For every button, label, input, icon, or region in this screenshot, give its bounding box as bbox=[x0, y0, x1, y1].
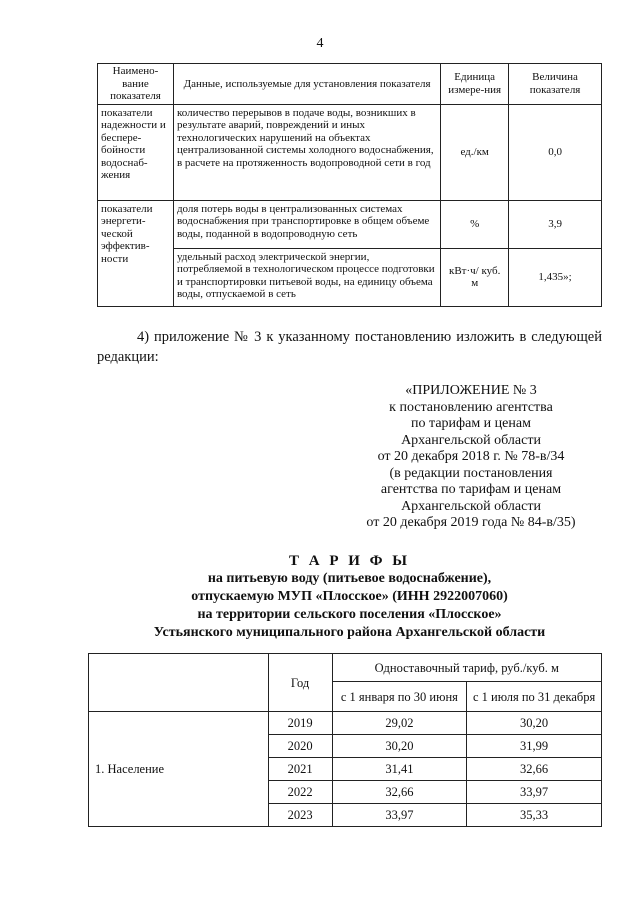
appendix-line: Архангельской области bbox=[401, 498, 541, 514]
tariffs-subtitle-line: Устьянского муниципального района Архангельской области bbox=[153, 625, 546, 640]
tariff-year: 2020 bbox=[268, 735, 332, 758]
tariff-second-half: 32,66 bbox=[467, 758, 602, 781]
appendix-line: «ПРИЛОЖЕНИЕ № 3 bbox=[405, 383, 537, 398]
indicator-group-reliability: показатели надежности и беспере-бойности водоснаб-жения bbox=[98, 104, 174, 200]
table-row bbox=[98, 104, 602, 200]
page-number: 4 bbox=[316, 36, 324, 51]
appendix-line: к постановлению агентства bbox=[389, 399, 553, 415]
indicator-data: доля потерь воды в централизованных системах водоснабжения при транспортировке в общем объеме воды, поданной в водопроводную сеть bbox=[173, 200, 440, 248]
tariffs-subtitle-line: отпускаемую МУП «Плосское» (ИНН 2922007060) bbox=[191, 589, 508, 604]
header-single-rate-tariff: Одноставочный тариф, руб./куб. м bbox=[332, 654, 601, 682]
appendix-line: агентства по тарифам и ценам bbox=[380, 482, 562, 497]
header-value: Величина показателя bbox=[509, 64, 602, 105]
indicator-data: количество перерывов в подаче воды, возникших в результате аварий, повреждений и иных технологических нарушений на объектах централизованной системы холодного водоснабжения, в расчете на протяженность водопроводной сети в год bbox=[173, 104, 440, 200]
tariff-second-half: 31,99 bbox=[467, 735, 602, 758]
appendix-line: по тарифам и ценам bbox=[411, 416, 531, 431]
indicator-unit: ед./км bbox=[441, 104, 509, 200]
header-data-used: Данные, используемые для установления показателя bbox=[173, 64, 440, 105]
paragraph-amendment: 4) приложение № 3 к указанному постановлению изложить в следующей редакции: bbox=[97, 329, 602, 365]
indicator-data: удельный расход электрической энергии, потребляемой в технологическом процессе подготовки и транспортировки питьевой воды, на единицу объема воды, отпускаемой в сеть bbox=[173, 248, 440, 306]
header-second-half: с 1 июля по 31 декабря bbox=[467, 682, 602, 712]
appendix-line: (в редакции постановления bbox=[389, 465, 553, 481]
tariff-first-half: 29,02 bbox=[332, 712, 467, 735]
header-empty bbox=[89, 654, 269, 712]
table-row bbox=[98, 248, 602, 306]
table-row bbox=[89, 712, 602, 735]
tariff-table bbox=[88, 653, 602, 827]
tariff-second-half: 30,20 bbox=[467, 712, 602, 735]
indicators-table bbox=[97, 63, 602, 307]
tariff-first-half: 30,20 bbox=[332, 735, 467, 758]
appendix-line: от 20 декабря 2018 г. № 78-в/34 bbox=[377, 449, 565, 464]
tariffs-subtitle-line: на питьевую воду (питьевое водоснабжение), bbox=[207, 571, 492, 586]
appendix-line: от 20 декабря 2019 года № 84-в/35) bbox=[366, 515, 576, 530]
indicator-unit: % bbox=[441, 200, 509, 248]
header-first-half: с 1 января по 30 июня bbox=[332, 682, 467, 712]
tariff-second-half: 33,97 bbox=[467, 781, 602, 804]
tariffs-heading bbox=[97, 552, 602, 642]
tariff-year: 2023 bbox=[268, 804, 332, 827]
appendix-block bbox=[340, 383, 602, 532]
tariffs-subtitle-line: на территории сельского поселения «Плосское» bbox=[197, 607, 502, 622]
tariff-first-half: 31,41 bbox=[332, 758, 467, 781]
header-year: Год bbox=[268, 654, 332, 712]
category-population: 1. Население bbox=[89, 712, 269, 827]
tariff-first-half: 32,66 bbox=[332, 781, 467, 804]
appendix-line: Архангельской области bbox=[401, 432, 541, 448]
tariff-header-row bbox=[89, 654, 602, 682]
tariff-year: 2022 bbox=[268, 781, 332, 804]
indicators-header-row bbox=[98, 64, 602, 105]
indicator-value: 1,435»; bbox=[509, 248, 602, 306]
tariffs-title: Т А Р И Ф Ы bbox=[288, 553, 411, 569]
table-row bbox=[98, 200, 602, 248]
tariff-year: 2019 bbox=[268, 712, 332, 735]
indicator-value: 3,9 bbox=[509, 200, 602, 248]
header-unit: Единица измере-ния bbox=[441, 64, 509, 105]
indicator-unit: кВт·ч/ куб. м bbox=[441, 248, 509, 306]
tariff-first-half: 33,97 bbox=[332, 804, 467, 827]
header-indicator-name: Наимено-вание показателя bbox=[98, 64, 174, 105]
indicator-group-energy: показатели энергети-ческой эффектив-ности bbox=[98, 200, 174, 306]
tariff-year: 2021 bbox=[268, 758, 332, 781]
tariff-second-half: 35,33 bbox=[467, 804, 602, 827]
indicator-value: 0,0 bbox=[509, 104, 602, 200]
